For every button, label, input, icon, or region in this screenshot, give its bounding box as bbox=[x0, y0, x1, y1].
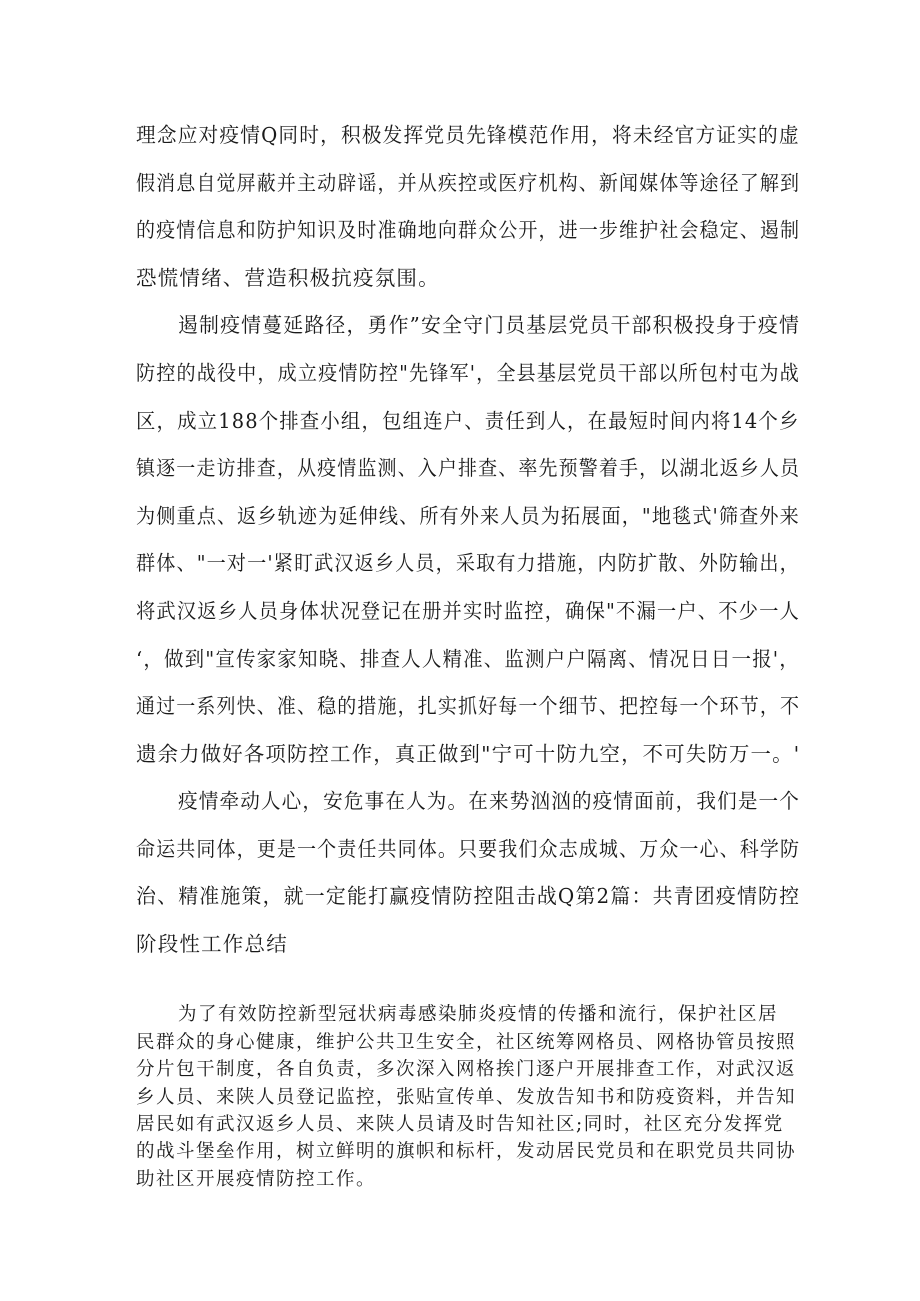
text-line: ‘，做到"宣传家家知晓、排查人人精准、监测户户隔离、情况日日一报'， bbox=[136, 647, 800, 671]
text-line: 将武汉返乡人员身体状况登记在册并实时监控，确保"不漏一户、不少一人 bbox=[136, 599, 800, 623]
text-line: 命运共同体，更是一个责任共同体。只要我们众志成城、万众一心、科学防 bbox=[136, 837, 801, 861]
text-line: 居民如有武汉返乡人员、来陕人员请及时告知社区;同时，社区充分发挥党 bbox=[136, 1114, 784, 1135]
text-line: 民群众的身心健康，维护公共卫生安全，社区统筹网格员、网格协管员按照 bbox=[136, 1032, 797, 1053]
text-line: 理念应对疫情Q同时，积极发挥党员先锋模范作用，将未经官方证实的虚 bbox=[136, 123, 800, 147]
text-line: 镇逐一走访排查，从疫情监测、入户排查、率先预警着手，以湖北返乡人员 bbox=[136, 456, 801, 480]
text-line: 群体、"一对一'紧盯武汉返乡人员，采取有力措施，内防扩散、外防输出， bbox=[136, 551, 800, 575]
text-line: 为侧重点、返乡轨迹为延伸线、所有外来人员为拓展面，"地毯式'筛查外来 bbox=[136, 504, 800, 528]
text-line: 阶段性工作总结 bbox=[136, 932, 288, 956]
text-line: 为了有效防控新型冠状病毒感染肺炎疫情的传播和流行，保护社区居 bbox=[178, 1004, 779, 1025]
text-line: 的战斗堡垒作用，树立鲜明的旗帜和标杆，发动居民党员和在职党员共同协 bbox=[136, 1141, 797, 1162]
text-line: 通过一系列快、准、稳的措施，扎实抓好每一个细节、把控每一个环节，不 bbox=[136, 694, 801, 718]
text-line: 治、精准施策，就一定能打赢疫情防控阻击战Q第2篇：共青团疫情防控 bbox=[136, 884, 801, 908]
text-line: 遗余力做好各项防控工作，真正做到"宁可十防九空，不可失防万一。' bbox=[136, 742, 801, 766]
text-line: 区，成立188个排查小组，包组连户、责任到人，在最短时间内将14个乡 bbox=[136, 409, 800, 433]
text-line: 遏制疫情蔓延路径，勇作”安全守门员基层党员干部积极投身于疫情 bbox=[178, 313, 801, 337]
text-line: 疫情牵动人心，安危事在人为。在来势汹汹的疫情面前，我们是一个 bbox=[178, 789, 801, 813]
text-line: 防控的战役中，成立疫情防控"先锋军'，全县基层党员干部以所包村屯为战 bbox=[136, 361, 800, 385]
text-line: 假消息自觉屏蔽并主动辟谣，并从疾控或医疗机构、新闻媒体等途径了解到 bbox=[136, 171, 801, 195]
text-line: 恐慌情绪、营造积极抗疫氛围。 bbox=[136, 266, 440, 290]
text-line: 的疫情信息和防护知识及时准确地向群众公开，进一步维护社会稳定、遏制 bbox=[136, 218, 801, 242]
text-line: 助社区开展疫情防控工作。 bbox=[136, 1169, 377, 1190]
text-line: 乡人员、来陕人员登记监控，张贴宣传单、发放告知书和防疫资料，并告知 bbox=[136, 1087, 797, 1108]
text-line: 分片包干制度，各自负责，多次深入网格挨门逐户开展排查工作，对武汉返 bbox=[136, 1059, 797, 1080]
